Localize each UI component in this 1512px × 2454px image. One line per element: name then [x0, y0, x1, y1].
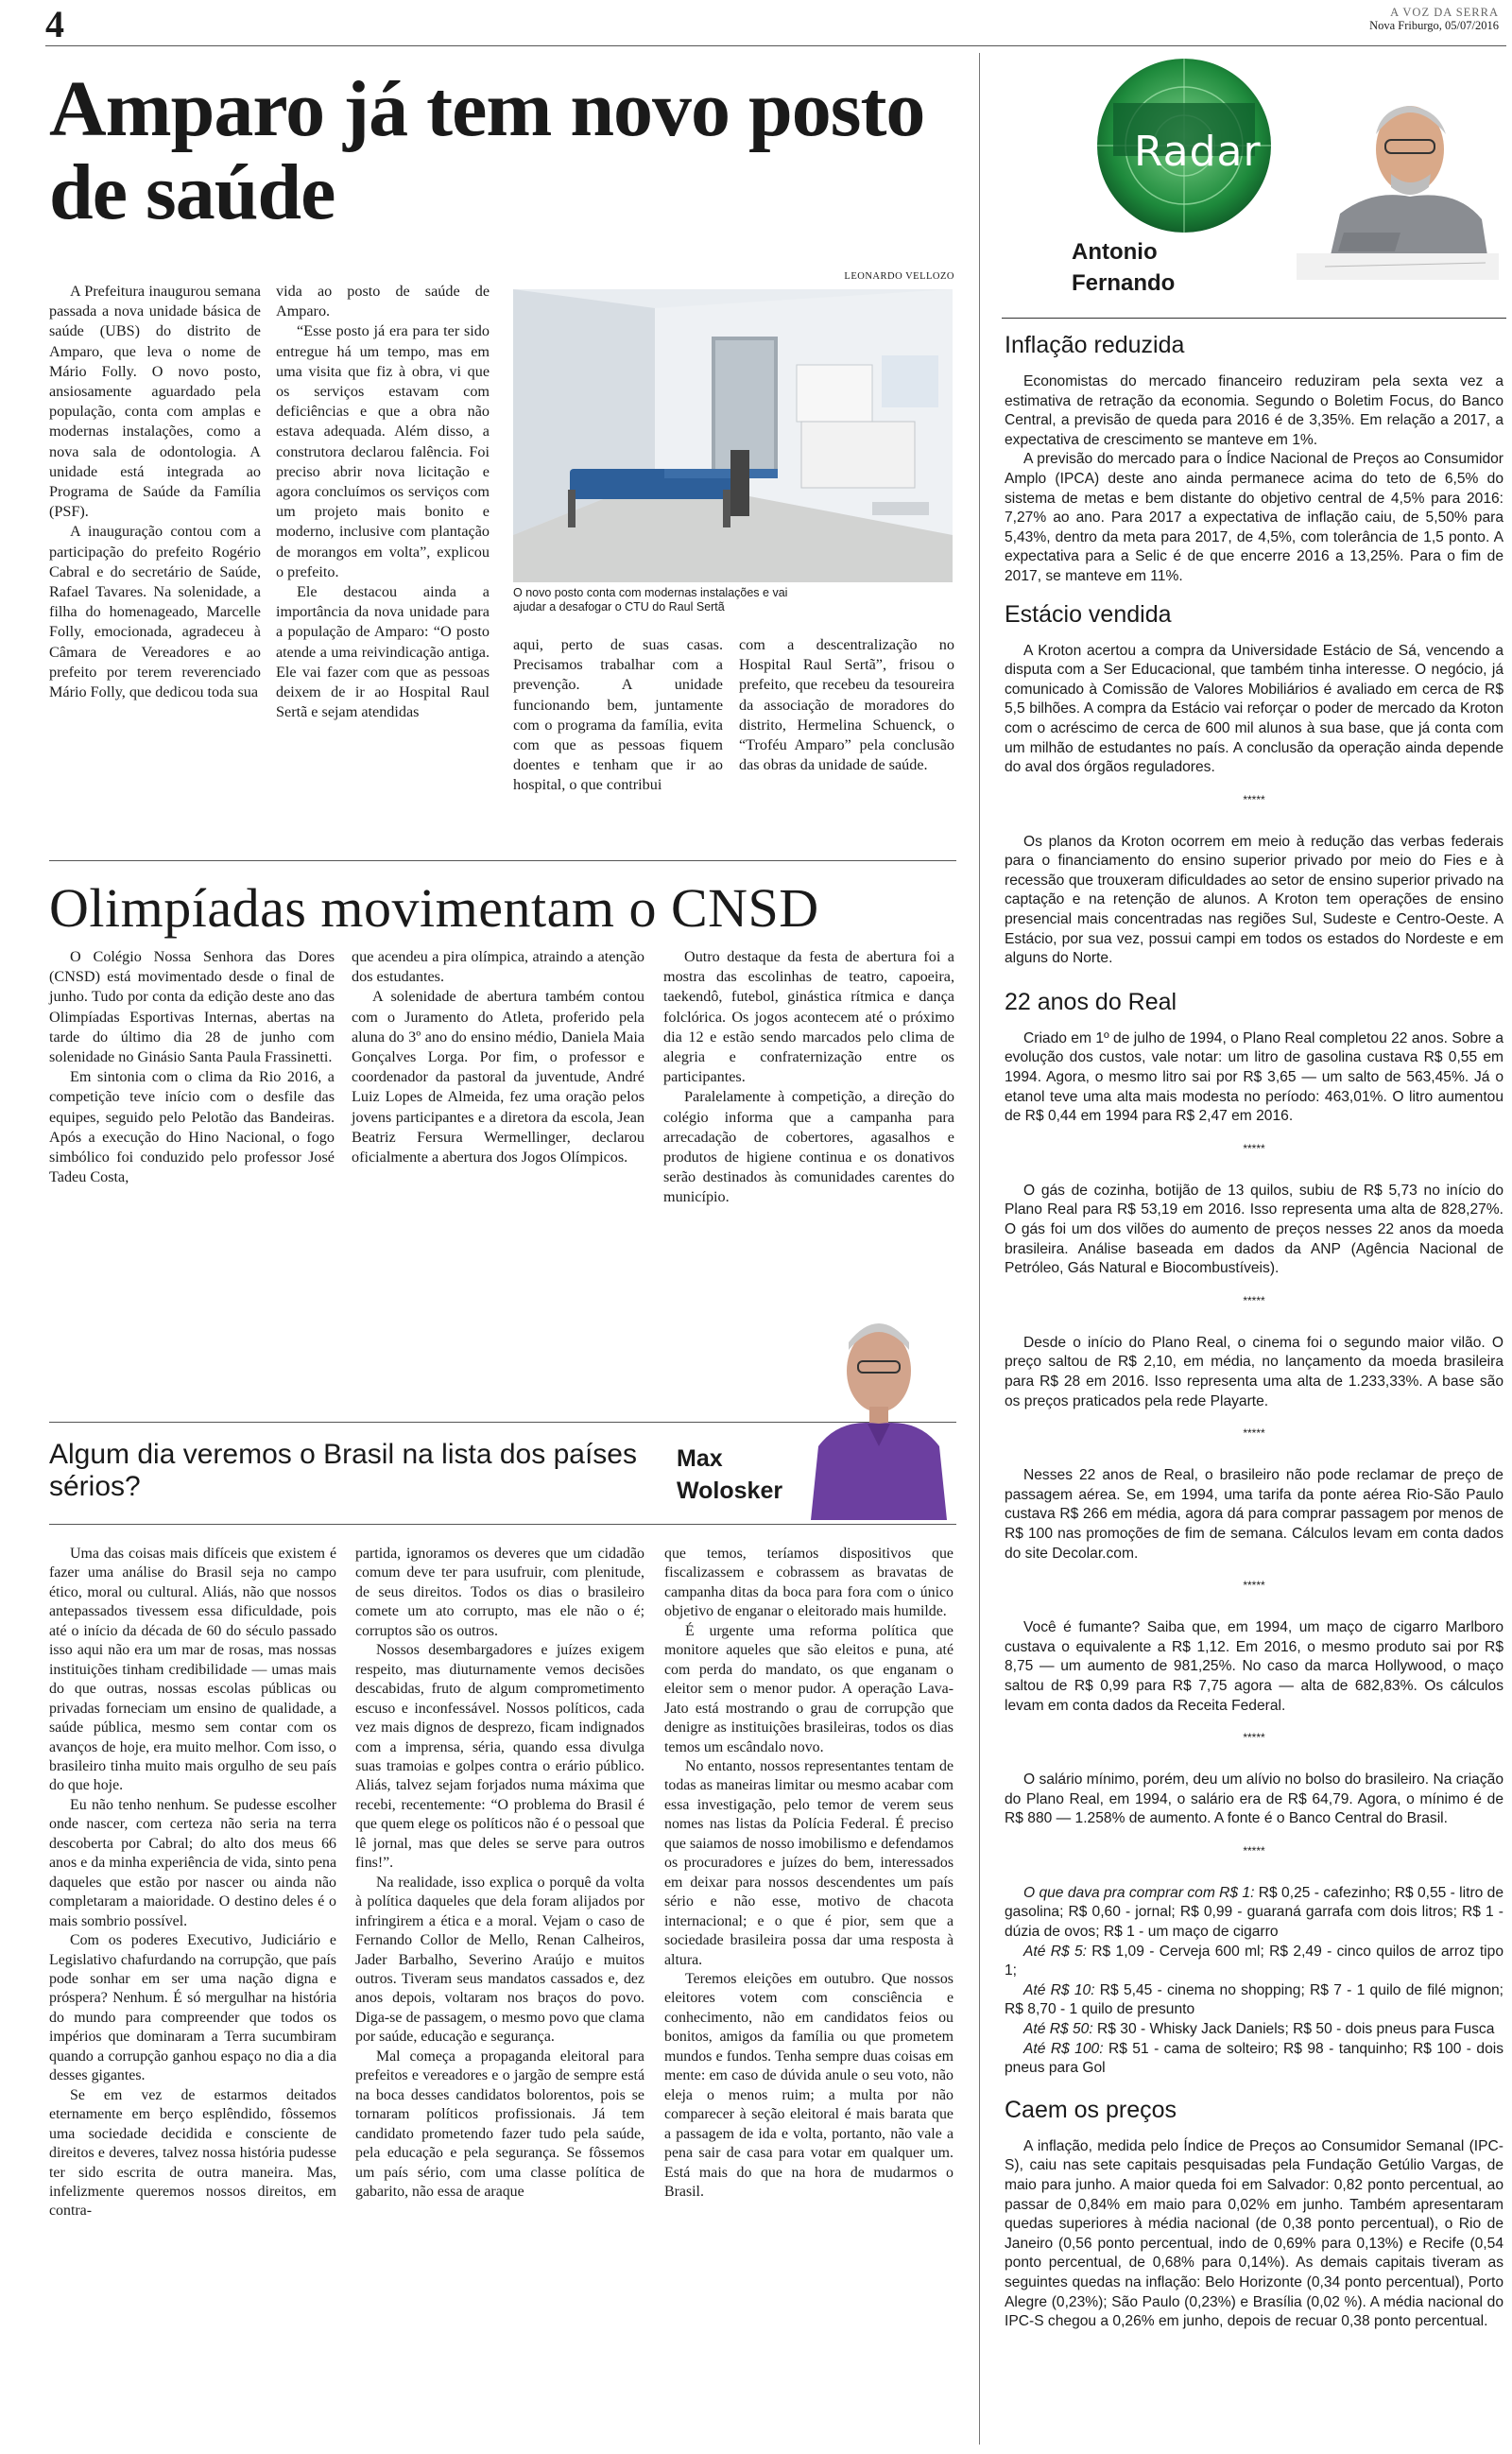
paragraph: Na realidade, isso explica o porquê da volta à política daqueles que dela foram alijados por infringirem a ética e a moral. Vejam o caso de Fernando Collor de Mello, Renan Calheiros, Jader Barbalho, Severino Araújo e muitos outros. Tiveram seus mandatos cassados e, dez anos depois, voltaram nos braços do povo. Diga-se de passagem, o mesmo povo que clama por saúde, educação e segurança. — [355, 1874, 644, 2046]
radar-heading-estacio: Estácio vendida — [1005, 600, 1172, 628]
paragraph: O Colégio Nossa Senhora das Dores (CNSD) está movimentado desde o final de junho. Tudo por conta da edição deste ano das Olimpíadas Esportivas Internas, abertas na tarde do último dia 28 de junho com solenidade no Ginásio Santa Paula Frassinetti. — [49, 948, 335, 1066]
paragraph: Nossos desembargadores e juízes exigem respeito, mas diuturnamente vemos decisões descabidas, fruto de algum comprometimento escuso e inconfessável. Nossos políticos, cada vez mais dignos de desprezo, ficam indignados com a imprensa, séria, quando essa divulga suas tramoias e golpes contra o erário público. Aliás, talvez sejam forjados numa máxima que recebi, recentemente: “O problema do Brasil é que quem elege os políticos não é o pessoal que lê jornal, mas que deles se serve para outros fins!”. — [355, 1642, 644, 1872]
photo-caption: O novo posto conta com modernas instalações e vai ajudar a desafogar o CTU do Raul Sertã — [513, 586, 788, 614]
paragraph: Em sintonia com o clima da Rio 2016, a competição teve início com o desfile das equipes, seguido pelo Pelotão das Bandeiras. Após a execução do Hino Nacional, o fogo simbólico foi conduzido pelo professor José Tadeu Costa, — [49, 1068, 335, 1186]
paragraph: que acendeu a pira olímpica, atraindo a atenção dos estudantes. — [352, 948, 644, 986]
health-post-photo — [513, 289, 953, 582]
paragraph: Se em vez de estarmos deitados eternamente em berço esplêndido, fôssemos uma sociedade decidida e consciente de direitos e deveres, talvez nossa história pudesse ter sido escrita de outra maneira. Mas, infelizmente queremos nossos direitos, em contra- — [49, 2086, 336, 2220]
paragraph: que temos, teríamos dispositivos que fiscalizassem e cobrassem as bravatas de campanha ditas da boca para fora com o único objetivo de enganar o eleitorado mais humilde. — [664, 1546, 954, 1620]
paragraph: Teremos eleições em outubro. Que nossos eleitores votem com consciência e conhecimento, não em candidatos feios ou bonitos, amigos da família ou que prometem mundos e fundos. Tenha sempre duas coisas em mente: em caso de dúvida anule o seu voto, não eleja o menos ruim; a multa por não comparecer à seção eleitoral é mais barata que a passagem de ida e volta, portanto, não vale a pena sair de casa para votar em qualquer um. Está mais do que na hora de mudarmos o Brasil. — [664, 1970, 954, 2200]
section-rule — [49, 860, 956, 861]
opinion-col1 — [49, 1545, 336, 2221]
paragraph: com a descentralização no Hospital Raul Sertã”, frisou o prefeito, que recebeu da tesoureira da associação de moradores do distrito, Hermelina Schuenck, o “Troféu Amparo” pela conclusão das obras da unidade de saúde. — [739, 636, 954, 774]
paragraph: O salário mínimo, porém, deu um alívio no bolso do brasileiro. Na criação do Plano Real, em 1994, o salário era de R$ 64,79. Agora, o mínimo é de R$ 880 — 1.258% de aumento. A fonte é o Banco Central do Brasil. — [1005, 1771, 1503, 1827]
price-list-item: O que dava pra comprar com R$ 1: R$ 0,25 - cafezinho; R$ 0,55 - litro de gasolina; R$ 0,60 - jornal; R$ 0,99 - guaraná garrafa com dois litros; R$ 1 - dúzia de ovos; R$ 1 - um maço de cigarro — [1005, 1884, 1503, 1941]
paragraph: É urgente uma reforma política que monitore aqueles que são eleitos e puna, até com perda do mandato, os que enganam o eleitor sem o menor pudor. A operação Lava-Jato está mostrando o grau de corrupção que denigre as instituições brasileiras, todos os dias temos um escândalo novo. — [664, 1622, 954, 1755]
article2-col1 — [49, 947, 335, 1187]
dateline: Nova Friburgo, 05/07/2016 — [1369, 19, 1499, 32]
article2-col2 — [352, 947, 644, 1167]
paragraph: No entanto, nossos representantes tentam de todas as maneiras limitar ou mesmo acabar com essa investigação, pelo temor de verem seus nomes nas listas da Polícia Federal. É preciso que saiamos de nosso imobilismo e defendamos os procuradores e juízes do bem, interessados em deixar para nossos descendentes um país sério e não esse, motivo de chacota internacional; e o que é pior, sem que a sociedade brasileira possa dar uma resposta à altura. — [664, 1757, 954, 1968]
paragraph: Ele destacou ainda a importância da nova unidade para a população de Amparo: “O posto atende a uma reivindicação antiga. Ele vai fazer com que as pessoas deixem de ir ao Hospital Raul Sertã e sejam atendidas — [276, 583, 490, 721]
paragraph: Eu não tenho nenhum. Se pudesse escolher onde nascer, com certeza não seria na terra descoberta por Cabral; do alto dos meus 66 anos e da minha experiência de vida, sinto pena daqueles que estão por nascer ou ainda não completaram a maioridade. O destino deles é o mais sombrio possível. — [49, 1796, 336, 1929]
radar-heading-real: 22 anos do Real — [1005, 988, 1177, 1015]
article1-col3 — [513, 635, 723, 796]
article1-headline: Amparo já tem novo posto de saúde — [49, 65, 925, 236]
paragraph: A Kroton acertou a compra da Universidade Estácio de Sá, vencendo a disputa com a Ser Educacional, que também tinha interesse. O negócio, já comunicado à Comissão de Valores Mobiliários é avaliado em cerca de R$ 5,5 bilhões. A compra da Estácio vai reforçar o poder de mercado da Kroton com o acréscimo de cerca de 600 mil alunos à sua base, que já conta com um milhão de estudantes no país. A conclusão da operação ainda depende do aval dos órgãos reguladores. — [1005, 642, 1503, 776]
author-photo-antonio — [1297, 91, 1499, 280]
opinion-title: Algum dia veremos o Brasil na lista dos países sérios? — [49, 1439, 637, 1502]
radar-rule — [1002, 318, 1506, 319]
radar-column — [1005, 323, 1503, 2332]
radar-heading-inflacao: Inflação reduzida — [1005, 332, 1185, 358]
paragraph: Desde o início do Plano Real, o cinema foi o segundo maior vilão. O preço saltou de R$ 2,10, em média, no lançamento da moeda brasileira para R$ 28 em 2016. Isso representa uma alta de 1.233,33%. A base são os preços praticados pela rede Playarte. — [1005, 1334, 1503, 1409]
paragraph: Outro destaque da festa de abertura foi a mostra das escolinhas de teatro, capoeira, taekendô, futebol, ginástica rítmica e dança folclórica. Os jogos acontecem até o próximo dia 12 e estão sendo marcados pelo clima de alegria e confraternização entre os participantes. — [663, 948, 954, 1086]
opinion-author: Max Wolosker — [677, 1445, 783, 1504]
separator: ***** — [1243, 1426, 1265, 1441]
paragraph: A solenidade de abertura também contou com o Juramento do Atleta, proferido pela aluna do 3º ano do ensino médio, Daniela Maia Gonçalves Lorga. Por fim, o professor e coordenador da pastoral da juventude, André Luiz Lopes de Almeida, fez uma oração pelos jovens participantes e a diretora da escola, Jean Beatriz Fersura Wermellinger, declarou oficialmente a abertura dos Jogos Olímpicos. — [352, 988, 644, 1167]
opinion-rule — [49, 1524, 956, 1525]
top-rule — [45, 45, 1506, 46]
paragraph: A Prefeitura inaugurou semana passada a nova unidade básica de saúde (UBS) do distrito de Amparo, que leva o nome de Mário Folly. O novo posto, ansiosamente aguardado pela população, conta com amplas e modernas instalações, como a nova sala de odontologia. A unidade está integrada ao Programa de Saúde da Família (PSF). — [49, 283, 261, 521]
paragraph: A inauguração contou com a participação do prefeito Rogério Cabral e do secretário de Saúde, Rafael Tavares. Na solenidade, a filha do homenageado, Marcelle Folly, emocionada, agradeceu à Câmara de Vereadores e ao prefeito por terem reverenciado Mário Folly, que dedicou toda sua — [49, 523, 261, 701]
price-list-item: Até R$ 5: R$ 1,09 - Cerveja 600 ml; R$ 2,49 - cinco quilos de arroz tipo 1; — [1005, 1943, 1503, 1979]
paragraph: Nesses 22 anos de Real, o brasileiro não pode reclamar de preço de passagem aérea. Se, em 1994, uma tarifa da ponte aérea Rio-São Paulo custava R$ 266 em média, agora dá para comprar passagem por menos de R$ 100 nas promoções de fim de semana. Cálculos levam em conta dados do site Decolar.com. — [1005, 1467, 1503, 1562]
paragraph: “Esse posto já era para ter sido entregue há um tempo, mas em uma visita que fiz à obra, vi que os serviços estavam com deficiências e que a obra não estava adequada. Além disso, a construtora declarou falência. Foi preciso abrir nova licitação e agora concluímos os serviços com um projeto mais bonito e moderno, inclusive com plantação de morangos em volta”, explicou o prefeito. — [276, 322, 490, 580]
page-number: 4 — [45, 3, 64, 45]
article1-col4 — [739, 635, 954, 775]
author-photo-max — [801, 1305, 956, 1520]
article2-headline: Olimpíadas movimentam o CNSD — [49, 877, 819, 939]
paragraph: Criado em 1º de julho de 1994, o Plano Real completou 22 anos. Sobre a evolução dos custos, vale notar: um litro de gasolina custava R$ 0,55 em 1994. Agora, o mesmo litro sai por R$ 3,65 — um salto de 563,45%. Já o etanol teve uma alta mais modesta no período: 463,01%. O litro aumentou de R$ 0,44 em 1994 para R$ 2,47 em 2016. — [1005, 1029, 1503, 1125]
paragraph: Economistas do mercado financeiro reduziram pela sexta vez a estimativa de retração da economia. Segundo o Boletim Focus, do Banco Central, a previsão de queda para 2016 é de 3,35%. Em relação a 2017, a expectativa de crescimento se manteve em 1%. — [1005, 373, 1503, 448]
paragraph: partida, ignoramos os deveres que um cidadão comum deve ter para usufruir, com plenitude, de seus direitos. Todos os dias o brasileiro comete um ato corrupto, mas ele não o é; corruptos são os outros. — [355, 1546, 644, 1639]
article2-col3 — [663, 947, 954, 1208]
paragraph: O gás de cozinha, botijão de 13 quilos, subiu de R$ 5,73 no início do Plano Real para R$ 53,19 em 2016. Isso representa uma alta de 828,27%. O gás foi um dos vilões do aumento de preços nesses 22 anos da moeda brasileira. Análise baseada em dados da ANP (Agência Nacional de Petróleo, Gás Natural e Biocombustíveis). — [1005, 1182, 1503, 1277]
photo-credit: LEONARDO VELLOZO — [844, 271, 954, 282]
paragraph: aqui, perto de suas casas. Precisamos trabalhar com a prevenção. A unidade funcionando bem, juntamente com o programa da família, evita com que as pessoas fiquem doentes e tenham que ir ao hospital, o que contribui — [513, 636, 723, 794]
separator: ***** — [1243, 792, 1265, 806]
radar-logo-text: Radar — [1134, 128, 1262, 176]
paragraph: Os planos da Kroton ocorrem em meio à redução das verbas federais para o financiamento do ensino superior privado por meio do Fies e à recessão que trouxeram dificuldades ao setor de ensino superior privado na captação e na retenção de alunos. A Kroton tem operações de ensino presencial mais concentradas nas regiões Sul, Sudeste e Centro-Oeste. A Estácio, por sua vez, possui campi em todos os estados do Nordeste e em alguns do Norte. — [1005, 833, 1503, 967]
price-list-item: Até R$ 100: R$ 51 - cama de solteiro; R$ 98 - tanquinho; R$ 100 - dois pneus para Gol — [1005, 2040, 1503, 2077]
radar-author: Antonio Fernando — [1072, 239, 1176, 296]
price-list-item: Até R$ 50: R$ 30 - Whisky Jack Daniels; R$ 50 - dois pneus para Fusca — [1023, 2021, 1495, 2038]
publication-name: A VOZ DA SERRA — [1390, 6, 1499, 19]
separator: ***** — [1243, 1579, 1265, 1593]
opinion-col3 — [664, 1545, 954, 2202]
column-divider — [979, 53, 980, 2445]
masthead — [1369, 6, 1499, 32]
paragraph: Com os poderes Executivo, Judiciário e Legislativo chafurdando na corrupção, que país pode sonhar em ser uma nação digna e próspera? Nenhum. É só mergulhar na história do mundo para compreender que todos os impérios que dominaram a Terra sucumbiram quando a corrupção ganhou espaço no dia a dia desses gigantes. — [49, 1932, 336, 2084]
opinion-col2 — [355, 1545, 644, 2202]
radar-heading-caem: Caem os preços — [1005, 2096, 1177, 2123]
paragraph: A previsão do mercado para o Índice Nacional de Preços ao Consumidor Amplo (IPCA) deste ano ainda permanece acima do teto de 6,5% do sistema de metas e bem distante do objetivo central de 4,5% para 2016: 7,27% ao ano. Para 2017 a expectativa de inflação caiu, de 5,50% para 5,43%, dentro da meta para 2017, de 4,5%, com tolerância de 1,5 ponto. A expectativa para a Selic é de que encerre 2016 a 13,25%. Para o fim de 2017, se manteve em 11%. — [1005, 451, 1503, 584]
article1-col2 — [276, 282, 490, 722]
separator: ***** — [1243, 1293, 1265, 1307]
paragraph: Uma das coisas mais difíceis que existem é fazer uma análise do Brasil seja no campo ético, moral ou cultural. Aliás, não que nossos antepassados tivessem essa dificuldade, pois até o início da década de 60 do século passado isso aqui não era um mar de rosas, mas nossas instituições tinham credibilidade — umas mais do que outras, nossas escolas públicas ou privadas forneciam um ensino de qualidade, a saúde pública, mesmo sem contar com os avanços de hoje, era muito melhor. Com isso, o brasileiro tinha muito mais orgulho de seu país do que hoje. — [49, 1546, 336, 1794]
price-list — [1005, 1884, 1503, 2079]
paragraph: Paralelamente à competição, a direção do colégio informa que a campanha para arrecadação de cobertores, agasalhos e produtos de higiene continua e os donativos serão destinados às comunidades carentes do município. — [663, 1088, 954, 1206]
paragraph: vida ao posto de saúde de Amparo. — [276, 283, 490, 320]
price-list-item: Até R$ 10: R$ 5,45 - cinema no shopping; R$ 7 - 1 quilo de filé mignon; R$ 8,70 - 1 quilo de presunto — [1005, 1981, 1503, 2018]
separator: ***** — [1243, 1731, 1265, 1745]
article1-col1 — [49, 282, 261, 702]
separator: ***** — [1243, 1843, 1265, 1858]
paragraph: Mal começa a propaganda eleitoral para prefeitos e vereadores e o jargão de sempre está na boca desses candidatos bolorentos, pois se tornaram políticos profissionais. Já tem candidato prometendo fazer tudo pela saúde, pela educação e pela segurança. Se fôssemos um país sério, com uma classe política de gabarito, não essa de araque — [355, 2048, 644, 2200]
paragraph: A inflação, medida pelo Índice de Preços ao Consumidor Semanal (IPC-S), caiu nas sete capitais pesquisadas pela Fundação Getúlio Vargas, de maio para junho. A maior queda foi em Salvador: 0,82 ponto percentual, ao passar de 0,84% em maio para 0,02% em junho. Também apresentaram quedas superiores à média nacional (de 0,38 ponto percentual), o Rio de Janeiro (0,56 ponto percentual, indo de 0,69% para 0,13%) e Recife (0,54 ponto percentual, de 0,68% para 0,14%). As demais capitais tiveram as seguintes quedas na inflação: Belo Horizonte (0,34 ponto percentual), Porto Alegre (0,23%); São Paulo (0,23%) e Brasília (0,02 %). A média nacional do IPC-S chegou a 0,26% em junho, depois de recuar 0,38 ponto percentual. — [1005, 2137, 1503, 2330]
paragraph: Você é fumante? Saiba que, em 1994, um maço de cigarro Marlboro custava o equivalente a R$ 1,12. Em 2016, o mesmo produto sai por R$ 8,75 — um aumento de 981,25%. No caso da marca Hollywood, o maço saltou de R$ 0,99 para R$ 7,75 agora — alta de 682,83%. Os cálculos levam em conta dados da Receita Federal. — [1005, 1619, 1503, 1714]
separator: ***** — [1243, 1141, 1265, 1155]
